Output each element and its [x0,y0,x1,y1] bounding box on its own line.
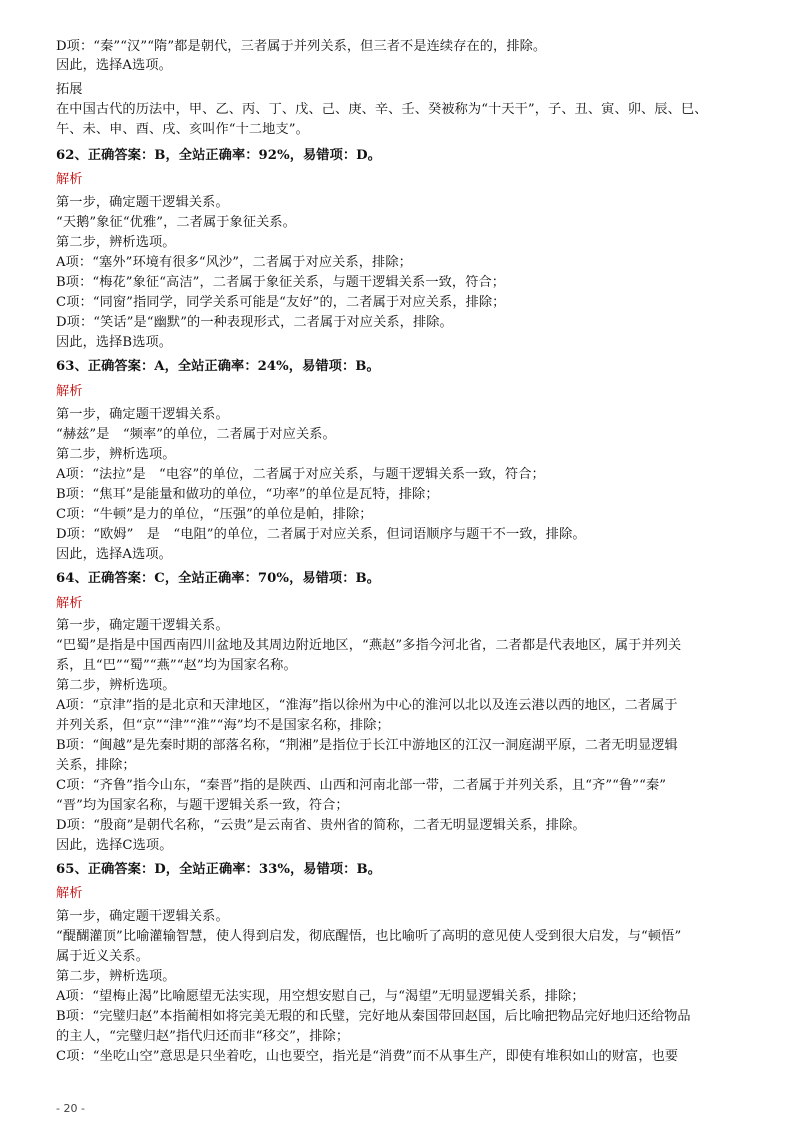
text-line: “赫兹”是 “频率”的单位，二者属于对应关系。 [56,427,336,442]
answer-heading: 65、正确答案：D，全站正确率：33%，易错项：B。 [56,862,381,877]
text-line: 第一步，确定题干逻辑关系。 [56,909,229,924]
text-line: 第一步，确定题干逻辑关系。 [56,618,229,633]
text-line: C项：“齐鲁”指今山东，“秦晋”指的是陕西、山西和河南北部一带，二者属于并列关系，且“齐”“鲁”“秦” [56,778,667,793]
text-line: 关系，排除； [56,758,136,773]
text-line: 系，且“巴”“蜀”“燕”“赵”均为国家名称。 [56,658,297,673]
text-line: 的主人，“完璧归赵”指代归还而非“移交”，排除； [56,1029,350,1044]
text-line: C项：“牛顿”是力的单位，“压强”的单位是帕，排除； [56,507,373,522]
text-line: “晋”均为国家名称，与题干逻辑关系一致，符合； [56,798,349,813]
text-line: 因此，选择B选项。 [56,335,173,350]
text-line: 第一步，确定题干逻辑关系。 [56,195,229,210]
text-line: “天鹅”象征“优雅”，二者属于象征关系。 [56,215,296,230]
text-line: “巴蜀”是指是中国西南四川盆地及其周边附近地区，“燕赵”多指今河北省，二者都是代表地区，属于并列关 [56,638,682,653]
text-line: 第二步，辨析选项。 [56,678,176,693]
text-line: D项：“笑话”是“幽默”的一种表现形式，二者属于对应关系，排除。 [56,315,453,330]
analysis-label: 解析 [56,384,83,399]
text-line: D项：“欧姆” 是 “电阻”的单位，二者属于对应关系，但词语顺序与题干不一致，排除。 [56,527,586,542]
text-line: B项：“闽越”是先秦时期的部落名称，“荆湘”是指位于长江中游地区的江汉一洞庭湖平原，二者无明显逻辑 [56,738,678,753]
text-line: B项：“梅花”象征“高洁”，二者属于象征关系，与题干逻辑关系一致，符合； [56,275,506,290]
text-line: A项：“塞外”环境有很多“风沙”，二者属于对应关系，排除； [56,255,412,270]
text-line: 第二步，辨析选项。 [56,235,176,250]
text-line: C项：“坐吃山空”意思是只坐着吃，山也要空，指光是“消费”而不从事生产，即使有堆积如山的财富，也要 [56,1049,679,1064]
text-line: A项：“京津”指的是北京和天津地区，“淮海”指以徐州为中心的淮河以北以及连云港以西的地区，二者属于 [56,698,678,713]
text-line: D项：“秦”“汉”“隋”都是朝代，三者属于并列关系，但三者不是连续存在的，排除。 [56,39,547,54]
text-line: 拓展 [56,82,83,97]
answer-heading: 64、正确答案：C，全站正确率：70%，易错项：B。 [56,571,381,586]
text-line: 因此，选择C选项。 [56,838,173,853]
text-line: “醍醐灌顶”比喻灌输智慧，使人得到启发，彻底醒悟，也比喻听了高明的意见使人受到很大启发，与“顿悟” [56,929,682,944]
answer-heading: 62、正确答案：B，全站正确率：92%，易错项：D。 [56,148,381,163]
text-line: 在中国古代的历法中，甲、乙、丙、丁、戊、己、庚、辛、壬、癸被称为“十天干”，子、丑、寅、卯、辰、巳、 [56,102,708,117]
text-line: 第二步，辨析选项。 [56,447,176,462]
text-line: 因此，选择A选项。 [56,547,172,562]
text-line: D项：“殷商”是朝代名称，“云贵”是云南省、贵州省的简称，二者无明显逻辑关系，排除。 [56,818,586,833]
text-line: B项：“完璧归赵”本指蔺相如将完美无瑕的和氏璧，完好地从秦国带回赵国，后比喻把物品完好地归还给物品 [56,1009,691,1024]
text-line: A项：“望梅止渴”比喻愿望无法实现，用空想安慰自己，与“渴望”无明显逻辑关系，排除； [56,989,585,1004]
text-line: 第二步，辨析选项。 [56,969,176,984]
analysis-label: 解析 [56,596,83,611]
text-line: C项：“同窗”指同学，同学关系可能是“友好”的，二者属于对应关系，排除； [56,295,506,310]
answer-heading: 63、正确答案：A，全站正确率：24%，易错项：B。 [56,359,380,374]
text-line: 并列关系，但“京”“津”“淮”“海”均不是国家名称，排除； [56,718,390,733]
page-number: - 20 - [56,1102,85,1115]
text-line: 因此，选择A选项。 [56,58,172,73]
text-line: 第一步，确定题干逻辑关系。 [56,407,229,422]
text-line: A项：“法拉”是 “电容”的单位，二者属于对应关系，与题干逻辑关系一致，符合； [56,467,545,482]
analysis-label: 解析 [56,172,83,187]
text-line: B项：“焦耳”是能量和做功的单位，“功率”的单位是瓦特，排除； [56,487,439,502]
text-line: 午、未、申、酉、戌、亥叫作“十二地支”。 [56,122,309,137]
text-line: 属于近义关系。 [56,949,150,964]
analysis-label: 解析 [56,886,83,901]
